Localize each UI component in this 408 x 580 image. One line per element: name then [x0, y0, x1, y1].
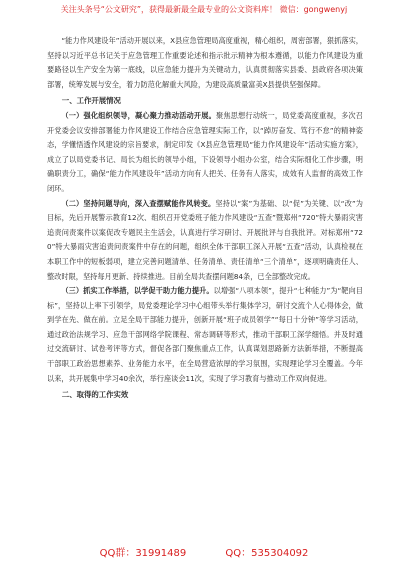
- paragraph-1-body: 聚焦思想行动统一，局党委高度重视，多次召开党委会议安排部署能力作风建设工作结合应急管理实际工作，以“踔厉奋发、笃行不怠”的精神姿态，学懂悟透作风建设的宗旨要求，制定印发《X县应急管理局“能力作风建设年”活动实施方案》，成立了以局党委书记、局长为组长的领导小组，下设领导小组办公室，结合实际细化工作步骤，明确职责分工，确保“能力作风建设年”活动方向有人把关、任务有人落实，成效有人监督的高效工作闭环。: [47, 110, 363, 193]
- paragraph-3-body: 以增强“八项本领”，提升“七种能力”为“靶向目标”，坚持以上率下引领学，局党委理论学习中心组带头举行集体学习，研讨交流个人心得体会，做到学在先、做在前。立足全局干部能力提升，创新开展“班子成员领学”“每日十分钟”等学习活动，通过政治法规学习、应急干部网络学院课程、常态调研等形式，推动干部职工深学细悟。并及时通过交流研讨、试卷考评等方式，督促各部门聚焦重点工作，认真谋划思路新方法新举措，不断提高干部职工政治思想素养、业务能力水平，在全局营造浓厚的学习氛围，实现理论学习全覆盖。今年以来，共开展集中学习40余次，举行座谈会11次，实现了学习教育与推动工作双向促进。: [47, 286, 363, 383]
- paragraph-1: [47, 109, 363, 197]
- intro-paragraph: “能力作风建设年”活动开展以来，X县应急管理局高度重视，精心组织，周密部署，狠抓落实，坚持以习近平总书记关于应急管理工作重要论述和指示批示精神为根本遵循，以能力作风建设为重要路径以生产安全为第一底线，以应急能力提升为关键动力，认真贯彻落实县委、县政府各项决策部署，统筹发展与安全，着力防范化解重大风险，为建设高质量富美X县提供坚强保障。: [47, 36, 363, 89]
- paragraph-2-lead: （二）坚持问题导向，深入查摆赋能作风转变。: [61, 198, 216, 208]
- section-heading-2: 二、取得的工作实效: [61, 390, 129, 400]
- paragraph-2: [47, 197, 363, 285]
- section-heading-1: 一、工作开展情况: [61, 96, 121, 106]
- qq-number: QQ：535304092: [225, 548, 309, 559]
- paragraph-2-body: 坚持以“案”为基础、以“促”为关键、以“改”为目标，先后开展警示教育12次、组织召开党委班子能力作风建设“五查”暨郑州“720”特大暴雨灾害追责问责案件以案促改专题民主生活会，认真进行学习研讨、开展批评与自我批评。对标郑州“720”特大暴雨灾害追责问责案件中存在的问题，组织全体干部职工深入开展“五查”活动，认真检视在本职工作中的短板弱项，建立完善问题清单、任务清单、责任清单“三个清单”，逐项明确责任人、整改时限，坚持每月更新、持续推进。目前全局共查摆问题84条，已全部整改完成。: [47, 198, 363, 281]
- top-banner: 关注头条号“公文研究”，获得最新最全最专业的公文资料库！ 微信：gongwenyj: [60, 5, 348, 14]
- paragraph-3-lead: （三）抓实工作举措，以学促干助力能力提升。: [61, 286, 214, 296]
- footer-contact: [0, 547, 408, 561]
- paragraph-1-lead: （一）强化组织领导，凝心聚力推动活动开展。: [61, 110, 216, 120]
- document-body: [47, 34, 363, 403]
- qq-group: QQ群：31991489: [99, 548, 187, 559]
- paragraph-3: [47, 284, 363, 386]
